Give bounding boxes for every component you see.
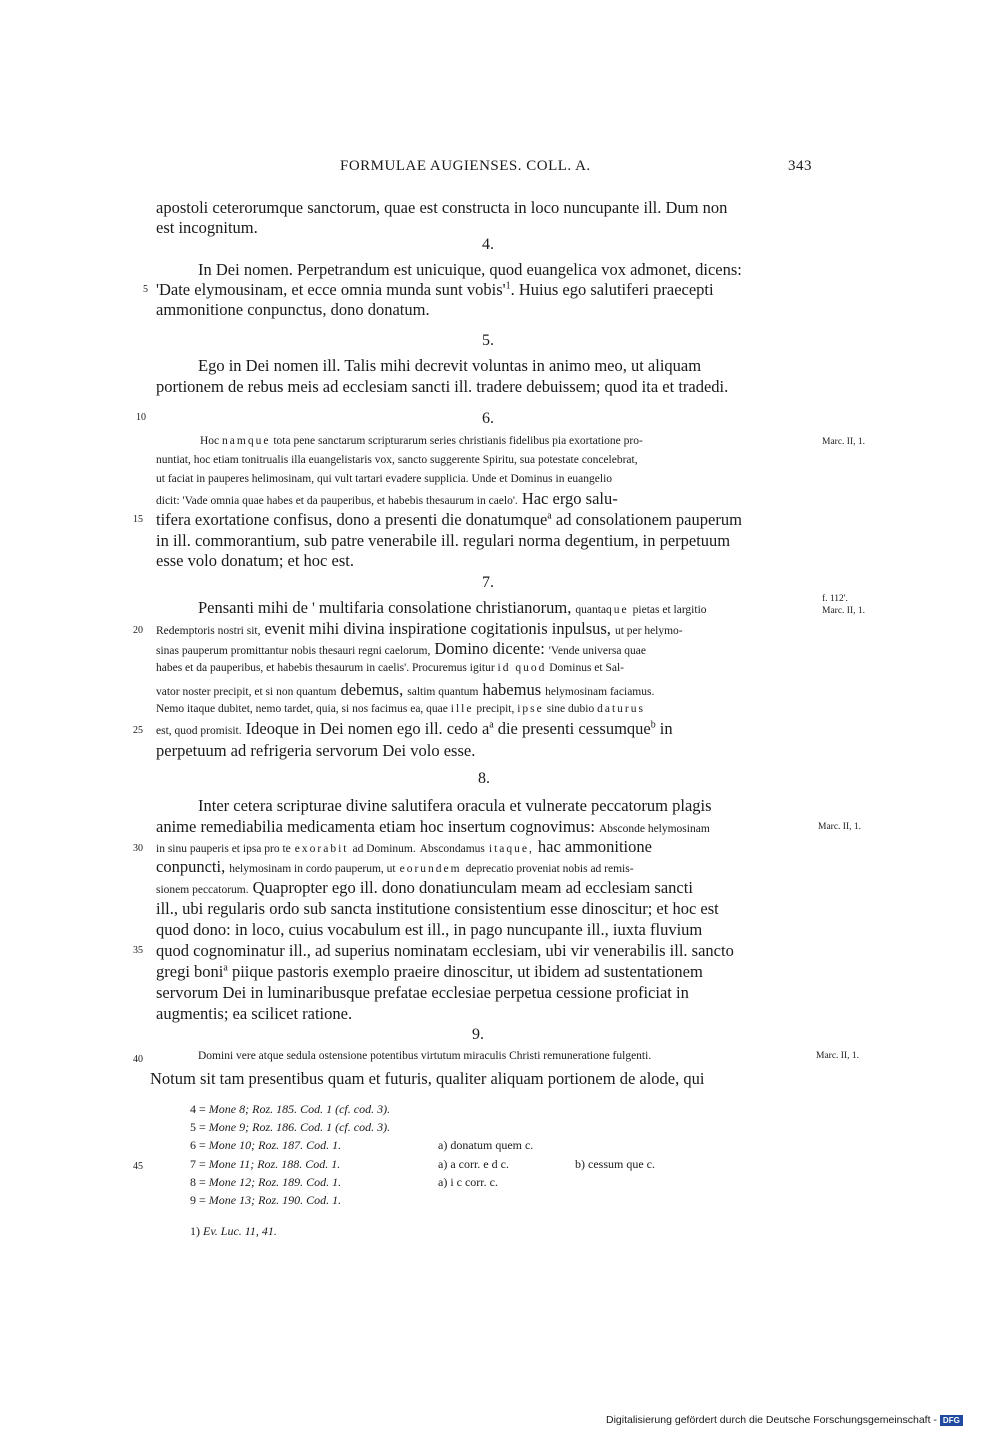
section-number: 4. — [482, 236, 494, 253]
apparatus-line: 8 = Mone 12; Roz. 189. Cod. 1. — [190, 1175, 342, 1189]
text-line: Hoc namque tota pene sanctarum scripturarum series christianis fidelibus pia exortatione pro- — [200, 435, 643, 447]
section-number: 6. — [482, 410, 494, 427]
text-line: in sinu pauperis et ipsa pro te exorabit ad Dominum. Abscondamus itaque, hac ammonitione — [156, 837, 652, 856]
text-line: servorum Dei in luminaribusque prefatae ecclesiae perpetua cessione proficiat in — [156, 983, 689, 1002]
line-number: 10 — [136, 412, 146, 423]
text-line: quod cognominatur ill., ad superius nominatam ecclesiam, ubi vir venerabilis ill. sancto — [156, 941, 734, 960]
text-line: portionem de rebus meis ad ecclesiam sancti ill. tradere debuissem; quod ita et tradedi. — [156, 377, 729, 396]
text-line: dicit: 'Vade omnia quae habes et da pauperibus, et habebis thesaurum in caelo'. Hac ergo salu- — [156, 489, 618, 508]
text-line: gregi boni$^a$ piique pastoris exemplo praeire dinoscitur, ut ibidem ad sustentationem — [156, 962, 703, 981]
text-line: Domini vere atque sedula ostensione potentibus virtutum miraculis Christi remuneratione fulgenti. — [198, 1050, 652, 1062]
apparatus-line: 5 = Mone 9; Roz. 186. Cod. 1 (cf. cod. 3). — [190, 1120, 391, 1134]
line-number: 5 — [143, 284, 148, 295]
text-line: ut faciat in pauperes helimosinam, qui vult tartari evadere supplicia. Unde et Dominus in euangelio — [156, 473, 613, 485]
apparatus-line: 4 = Mone 8; Roz. 185. Cod. 1 (cf. cod. 3). — [190, 1102, 391, 1116]
text-line: esse volo donatum; et hoc est. — [156, 551, 354, 570]
page-number: 343 — [788, 158, 812, 174]
line-number: 20 — [133, 625, 143, 636]
apparatus-mark: a — [547, 510, 552, 522]
line-number: 15 — [133, 514, 143, 525]
section-number: 5. — [482, 332, 494, 349]
text-line: 'Date elymousinam, et ecce omnia munda sunt $vobis'^1$. Huius ego salutiferi praecepti — [156, 280, 714, 299]
apparatus-line: 7 = Mone 11; Roz. 188. Cod. 1. — [190, 1157, 341, 1171]
text-line: Redemptoris nostri sit, evenit mihi divina inspiratione cogitationis inpulsus, ut per helymo- — [156, 619, 683, 638]
text-line: nuntiat, hoc etiam tonitrualis illa euangelistaris vox, sancto suggerente Spiritu, sua potestate concelebrat, — [156, 454, 638, 466]
text-line: In Dei nomen. Perpetrandum est unicuique, quod euangelica vox admonet, dicens: — [198, 260, 742, 279]
text-line: anime remediabilia medicamenta etiam hoc insertum cognovimus: Absconde helymosinam — [156, 817, 710, 836]
section-number: 7. — [482, 574, 494, 591]
footnote: 1) Ev. Luc. 11, 41. — [190, 1224, 277, 1238]
apparatus-line: 6 = Mone 10; Roz. 187. Cod. 1. — [190, 1138, 342, 1152]
text-line: apostoli ceterorumque sanctorum, quae est constructa in loco nuncupante ill. Dum non — [156, 198, 728, 217]
text-line: sinas pauperum promittantur nobis thesauri regni caelorum, Domino dicente: 'Vende universa quae — [156, 639, 647, 658]
text-line: est incognitum. — [156, 218, 258, 237]
text-line: ammonitione conpunctus, dono donatum. — [156, 300, 430, 319]
apparatus-note: a) i c corr. c. — [438, 1175, 498, 1189]
margin-reference: Marc. II, 1. — [816, 1051, 859, 1061]
apparatus-mark: b — [650, 719, 656, 731]
margin-reference: Marc. II, 1. — [822, 606, 865, 616]
text-line: quod dono: in loco, cuius vocabulum est ill., in pago nuncupante ill., iuxta fluvium — [156, 920, 703, 939]
text-line: perpetuum ad refrigeria servorum Dei volo esse. — [156, 741, 476, 760]
running-title: FORMULAE AUGIENSES. COLL. A. — [340, 158, 591, 174]
text-line: Nemo itaque dubitet, nemo tardet, quia, si nos facimus ea, quae ille precipit, ipse sine dubio daturus — [156, 703, 645, 715]
apparatus-mark: a — [223, 962, 228, 974]
apparatus-mark: a — [489, 719, 494, 731]
text-line: Ego in Dei nomen ill. Talis mihi decrevit voluntas in animo meo, ut aliquam — [198, 356, 702, 375]
section-number: 8. — [478, 770, 490, 787]
text-line: habes et da pauperibus, et habebis thesaurum in caelis'. Procuremus igitur id quod Dominus et Sal- — [156, 662, 624, 674]
folio-reference: f. 112'. — [822, 594, 848, 604]
apparatus-note: b) cessum que c. — [575, 1157, 655, 1171]
text-line: Inter cetera scripturae divine salutifera oracula et vulnerate peccatorum plagis — [198, 796, 712, 815]
line-number: 30 — [133, 843, 143, 854]
text-line: ill., ubi regularis ordo sub sancta institutione consistentium esse dinoscitur; et hoc est — [156, 899, 719, 918]
apparatus-note: a) donatum quem c. — [438, 1138, 534, 1152]
apparatus-line: 9 = Mone 13; Roz. 190. Cod. 1. — [190, 1193, 342, 1207]
apparatus-note: a) a corr. e d c. — [438, 1157, 509, 1171]
line-number: 35 — [133, 945, 143, 956]
text-line: Notum sit tam presentibus quam et futuris, qualiter aliquam portionem de alode, qui — [150, 1069, 705, 1088]
text-line: in ill. commorantium, sub patre venerabile ill. regulari norma degentium, in perpetuum — [156, 531, 731, 550]
digitization-credit: Digitalisierung gefördert durch die Deutsche Forschungsgemeinschaft - DFG — [606, 1414, 963, 1426]
line-number: 25 — [133, 725, 143, 736]
line-number: 45 — [133, 1161, 143, 1172]
line-number: 40 — [133, 1054, 143, 1065]
text-line: tifera exortatione confisus, dono a presenti die donatumque$^a$ ad consolationem pauperum — [156, 510, 742, 529]
section-number: 9. — [472, 1026, 484, 1043]
margin-reference: Marc. II, 1. — [822, 437, 865, 447]
dfg-logo: DFG — [940, 1415, 963, 1426]
text-line: est, quod promisit. Ideoque in Dei nomen ego ill. cedo $a^a$ die presenti cessumque$^b$ in — [156, 719, 673, 738]
text-line: Pensanti mihi de ' multifaria consolatione christianorum, quantaque pietas et largitio — [198, 598, 707, 617]
text-line: conpuncti, helymosinam in cordo pauperum, ut eorundem deprecatio proveniat nobis ad remis- — [156, 857, 634, 876]
text-line: vator noster precipit, et si non quantum debemus, saltim quantum habemus helymosinam faciamus. — [156, 680, 655, 699]
text-line: sionem peccatorum. Quapropter ego ill. dono donatiunculam meam ad ecclesiam sancti — [156, 878, 693, 897]
footnote-mark: 1 — [505, 280, 511, 292]
margin-reference: Marc. II, 1. — [818, 822, 861, 832]
text-line: augmentis; ea scilicet ratione. — [156, 1004, 353, 1023]
